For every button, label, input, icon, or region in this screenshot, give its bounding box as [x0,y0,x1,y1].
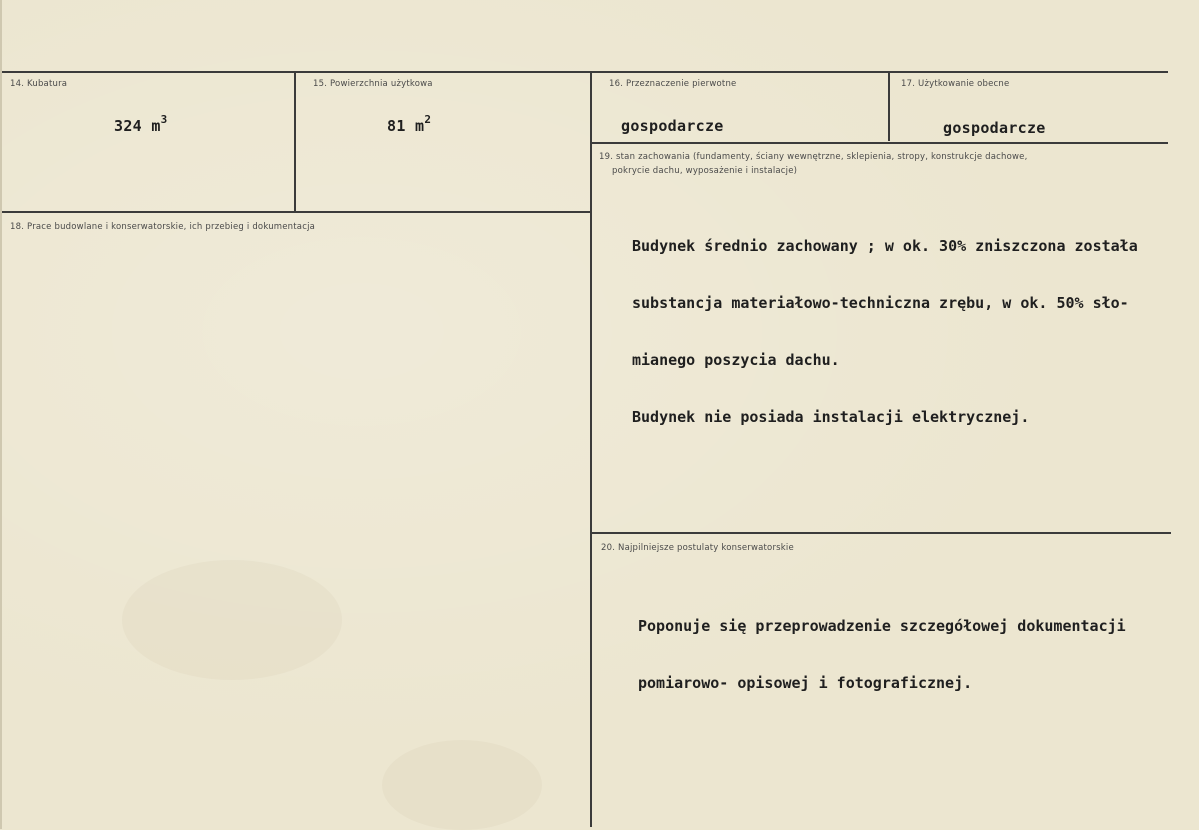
field-20-line: Poponuje się przeprowadzenie szczegółowej dokumentacji [638,617,1126,635]
field-19-label-line2: pokrycie dachu, wyposażenie i instalacje) [612,166,798,176]
divider-left-right [590,71,592,827]
rule-top [2,71,1168,73]
field-16-value: gospodarcze [621,117,724,135]
field-20-label: 20. Najpilniejsze postulaty konserwatorskie [601,543,794,553]
field-19-label-line1: 19. stan zachowania (fundamenty, ściany wewnętrzne, sklepienia, stropy, konstrukcje dachowe, [599,152,1028,162]
field-19-line: Budynek średnio zachowany ; w ok. 30% zniszczona została [632,237,1138,255]
field-17-label: 17. Użytkowanie obecne [901,79,1010,89]
field-14-label: 14. Kubatura [10,79,68,89]
kubatura-value: 324 m [114,117,161,135]
powierzchnia-exponent: 2 [424,113,432,126]
field-18-label: 18. Prace budowlane i konserwatorskie, ich przebieg i dokumentacja [10,222,316,232]
kubatura-exponent: 3 [160,113,168,126]
field-15-value [387,115,431,135]
divider-14-15 [294,71,296,211]
field-17-value: gospodarcze [943,119,1046,137]
rule-above-20 [591,532,1171,534]
field-20-text [638,579,1126,731]
powierzchnia-value: 81 m [387,117,425,135]
field-16-label: 16. Przeznaczenie pierwotne [609,79,737,89]
field-19-text [632,199,1138,465]
field-19-line: mianego poszycia dachu. [632,351,840,369]
field-20-line: pomiarowo- opisowej i fotograficznej. [638,674,973,692]
paper-stain [122,560,342,680]
field-19-line: substancja materiałowo-techniczna zrębu, w ok. 50% sło- [632,294,1129,312]
divider-16-17 [888,71,890,141]
rule-under-14-15 [2,211,591,213]
rule-under-16-17 [591,142,1168,144]
paper-stain [382,740,542,830]
field-19-line: Budynek nie posiada instalacji elektrycznej. [632,408,1030,426]
field-15-label: 15. Powierzchnia użytkowa [313,79,433,89]
field-14-value [114,115,168,135]
